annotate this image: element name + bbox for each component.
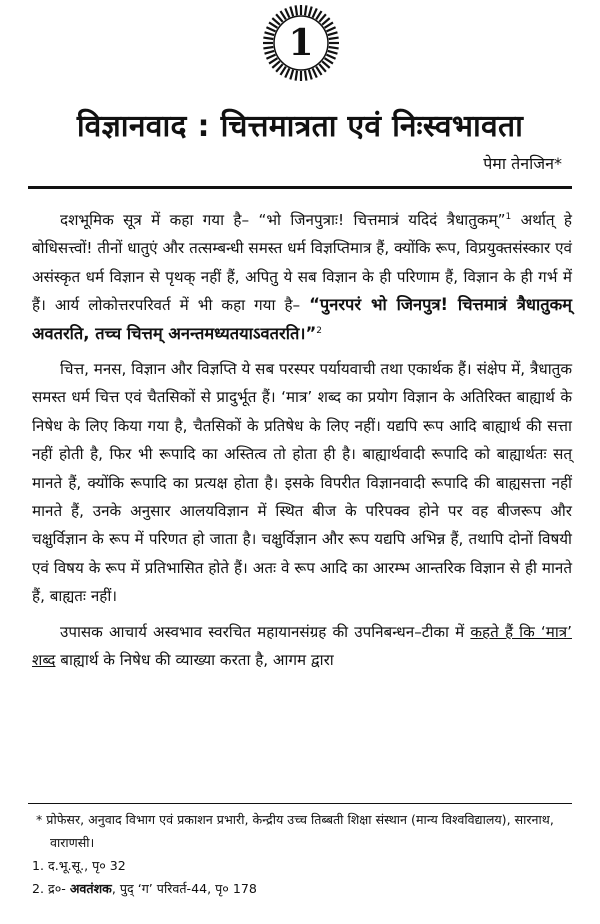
- footnotes: [32, 808, 572, 900]
- quote-bold: “पुनरपरं भो जिनपुत्र! चित्तमात्रं त्रैधातुकम् अवतरति, तच्च चित्तम् अनन्तमध्यतयाऽवतरति।”: [32, 295, 572, 343]
- footnote-ref-1: 1: [505, 211, 512, 222]
- footnote-2-title: अवतंशक: [69, 881, 112, 896]
- paragraph-1: [32, 206, 572, 348]
- paragraph-1-text-cont: अर्थात् हे बोधिसत्त्वों! तीनों धातुएं और तत्सम्बन्धी समस्त धर्म विज्ञप्तिमात्र हैं, क्योंकि रूप, विप्रयुक्तसंस्कार एवं असंस्कृत धर्म विज्ञान से पृथक् नहीं हैं, अपितु ये सब विज्ञान के ही परिणाम हैं, विज्ञान के ही गर्भ में हैं। आर्य लोकोत्तरपरिवर्त में भी कहा गया है–: [32, 211, 572, 315]
- body-text: [32, 206, 572, 682]
- footnote-author-affiliation: * प्रोफेसर, अनुवाद विभाग एवं प्रकाशन प्रभारी, केन्द्रीय उच्च तिब्बती शिक्षा संस्थान (मान्य विश्वविद्यालय), सारनाथ, वाराणसी।: [36, 812, 554, 850]
- chapter-number: 1: [288, 22, 314, 64]
- footnote-divider: [28, 803, 572, 804]
- paragraph-3: [32, 618, 572, 675]
- footnote-ref-2: 2: [316, 325, 323, 336]
- underlined-phrase: कहते हैं कि ‘मात्र’ शब्द: [32, 622, 572, 670]
- chapter-number-badge: [262, 4, 340, 82]
- footnote-1: 1. द.भू.सू., पृ० 32: [32, 858, 126, 873]
- paragraph-1-text: दशभूमिक सूत्र में कहा गया है– “भो जिनपुत्राः! चित्तमात्रं यदिदं त्रैधातुकम्”: [60, 211, 506, 229]
- paragraph-3-text: उपासक आचार्य अस्वभाव स्वरचित महायानसंग्रह की उपनिबन्धन–टीका में: [60, 622, 471, 641]
- footnote-2: [32, 877, 572, 900]
- paragraph-3-text-cont: बाह्यार्थ के निषेध की व्याख्या करता है, आगम द्वारा: [55, 651, 334, 670]
- chapter-title: विज्ञानवाद : चित्तमात्रता एवं निःस्वभावता: [76, 109, 524, 144]
- footnote-2-prefix: 2. द्र०-: [32, 881, 70, 896]
- footnote-2-rest: , पुद् ‘ग’ परिवर्त-44, पृ० 178: [111, 881, 257, 896]
- title-divider: [28, 186, 572, 189]
- author-name: पेमा तेनजिन*: [483, 154, 562, 173]
- paragraph-2: चित्त, मनस, विज्ञान और विज्ञप्ति ये सब परस्पर पर्यायवाची तथा एकार्थक हैं। संक्षेप में, त्रैधातुक समस्त धर्म चित्त एवं चैतसिकों से प्रादुर्भूत हैं। ‘मात्र’ शब्द का प्रयोग विज्ञान के अतिरिक्त बाह्यार्थ के निषेध के लिए किया गया है, चैतसिकों के प्रतिषेध के लिए नहीं। यद्यपि रूप आदि बाह्यार्थ की सत्ता नहीं होती है, फिर भी रूपादि का अस्तित्व तो होता ही है। बाह्यार्थवादी रूपादि को बाह्यार्थतः सत् मानते हैं, क्योंकि रूपादि का प्रत्यक्ष होता है। इसके विपरीत विज्ञानवादी रूपादि की बाह्यसत्ता नहीं मानते हैं, उनके अनुसार आलयविज्ञान में स्थित बीज के परिपक्व होने पर वह बीजरूप और चक्षुर्विज्ञान के रूप में परिणत हो जाता है। चक्षुर्विज्ञान और रूप यद्यपि अभिन्न हैं, तथापि दोनों विषयी एवं विषय के रूप में प्रतिभासित होते हैं। अतः वे रूप आदि का आरम्भ आन्तरिक विज्ञान से ही मानते हैं, बाह्यतः नहीं।: [32, 360, 572, 606]
